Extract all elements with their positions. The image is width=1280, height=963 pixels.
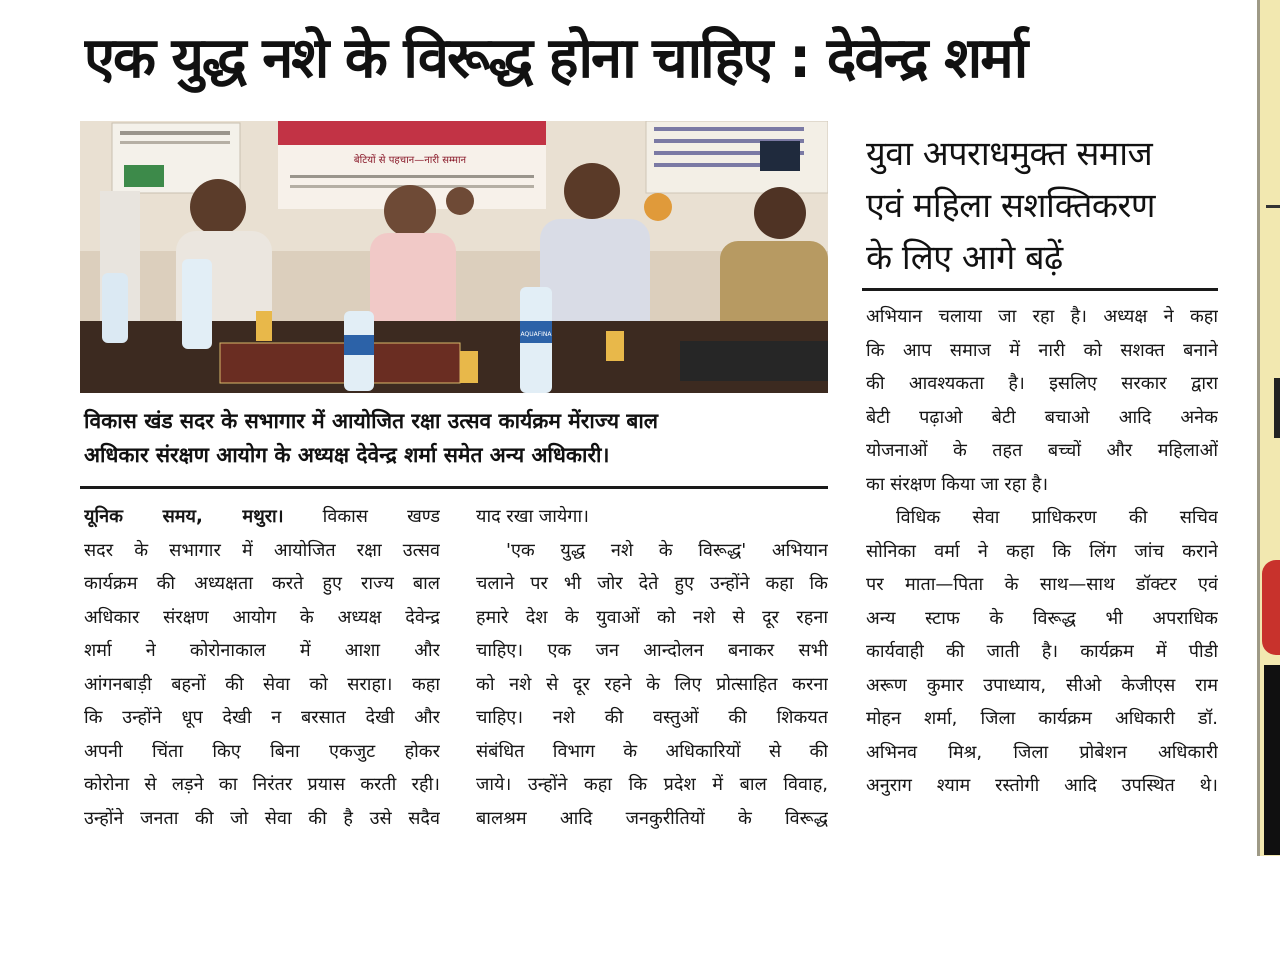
article-column-3 (866, 300, 1218, 803)
caption-rule (80, 486, 828, 489)
article-line: शर्मा ने कोरोनाकाल में आशा और (84, 640, 440, 661)
article-line: याद रखा जायेगा। (476, 506, 589, 527)
article-line: हमारे देश के युवाओं को नशे से दूर रहना (476, 606, 828, 628)
news-photo (80, 121, 828, 393)
article-line: अपनी चिंता किए बिना एकजुट होकर (84, 740, 440, 762)
dateline: यूनिक समय, मथुरा। (84, 506, 284, 527)
adjacent-page-mark (1274, 378, 1280, 438)
subhead-line: के लिए आगे बढ़ें (866, 238, 1063, 278)
adjacent-page-dark-block (1264, 665, 1280, 855)
banner-text: बेटियों से पहचान—नारी सम्मान (353, 155, 467, 166)
article-line: अभिनव मिश्र, जिला प्रोबेशन अधिकारी (866, 741, 1218, 763)
article-line: अभियान चलाया जा रहा है। अध्यक्ष ने कहा (866, 306, 1218, 327)
article-line: बालश्रम आदि जनकुरीतियों के विरूद्ध (476, 807, 828, 829)
article-column-2 (476, 500, 828, 835)
article-column-1 (84, 500, 440, 835)
subhead-line: युवा अपराधमुक्त समाज (866, 134, 1153, 174)
article-line: उन्होंने जनता की जो सेवा की है उसे सदैव (84, 807, 440, 829)
article-line: विधिक सेवा प्राधिकरण की सचिव (896, 507, 1218, 528)
article-line: योजनाओं के तहत बच्चों और महिलाओं (866, 440, 1218, 461)
article-line: सोनिका वर्मा ने कहा कि लिंग जांच कराने (866, 540, 1218, 562)
adjacent-page-red-shape (1262, 560, 1280, 655)
article-line: मोहन शर्मा, जिला कार्यक्रम अधिकारी डॉ. (866, 708, 1218, 729)
subhead-line: एवं महिला सशक्तिकरण (866, 186, 1155, 226)
headline: एक युद्ध नशे के विरूद्ध होना चाहिए : देवेन्द्र शर्मा (84, 26, 1027, 91)
article-line: को नशे से दूर रहने के लिए प्रोत्साहित करना (476, 673, 828, 695)
page-fold-line (1257, 0, 1260, 856)
article-line: का संरक्षण किया जा रहा है। (866, 473, 1049, 495)
subheadline (866, 128, 1246, 284)
article-line: अन्य स्टाफ के विरूद्ध भी अपराधिक (866, 607, 1218, 629)
article-line: आंगनबाड़ी बहनों की सेवा को सराहा। कहा (84, 673, 440, 695)
bottle-label: AQUAFINA (520, 331, 552, 338)
article-text: विकास खण्ड (283, 506, 440, 527)
meeting-scene-illustration (80, 121, 828, 393)
article-line (84, 500, 440, 534)
article-line: संबंधित विभाग के अधिकारियों से की (476, 740, 828, 762)
article-line: अरूण कुमार उपाध्याय, सीओ केजीएस राम (866, 674, 1218, 696)
article-line: कोरोना से लड़ने का निरंतर प्रयास करती रही। (84, 774, 440, 795)
article-line: जाये। उन्होंने कहा कि प्रदेश में बाल विवाह, (476, 774, 828, 795)
article-line: चाहिए। एक जन आन्दोलन बनाकर सभी (476, 640, 828, 661)
article-line: अनुराग श्याम रस्तोगी आदि उपस्थित थे। (866, 775, 1218, 796)
article-line: पर माता—पिता के साथ—साथ डॉक्टर एवं (866, 574, 1218, 595)
article-line: कि आप समाज में नारी को सशक्त बनाने (866, 339, 1218, 361)
article-line: चाहिए। नशे की वस्तुओं की शिकयत (476, 707, 828, 728)
article-line: कार्यवाही की जाती है। कार्यक्रम में पीडी (866, 641, 1218, 662)
article-line: 'एक युद्ध नशे के विरूद्ध' अभियान (506, 539, 828, 561)
photo-caption (84, 404, 828, 472)
adjacent-page-mark (1266, 205, 1280, 208)
article-line: कि उन्होंने धूप देखी न बरसात देखी और (84, 707, 440, 728)
article-line: की आवश्यकता है। इसलिए सरकार द्वारा (866, 373, 1218, 394)
article-line: चलाने पर भी जोर देते हुए उन्होंने कहा कि (476, 573, 828, 594)
article-line: कार्यक्रम की अध्यक्षता करते हुए राज्य बाल (84, 573, 440, 594)
subhead-rule (862, 288, 1218, 291)
caption-line: अधिकार संरक्षण आयोग के अध्यक्ष देवेन्द्र शर्मा समेत अन्य अधिकारी। (84, 443, 610, 467)
caption-line: विकास खंड सदर के सभागार में आयोजित रक्षा उत्सव कार्यक्रम मेंराज्य बाल (84, 409, 659, 433)
article-line: बेटी पढ़ाओ बेटी बचाओ आदि अनेक (866, 406, 1218, 428)
article-line: सदर के सभागार में आयोजित रक्षा उत्सव (84, 539, 440, 561)
article-line: अधिकार संरक्षण आयोग के अध्यक्ष देवेन्द्र (84, 606, 440, 628)
